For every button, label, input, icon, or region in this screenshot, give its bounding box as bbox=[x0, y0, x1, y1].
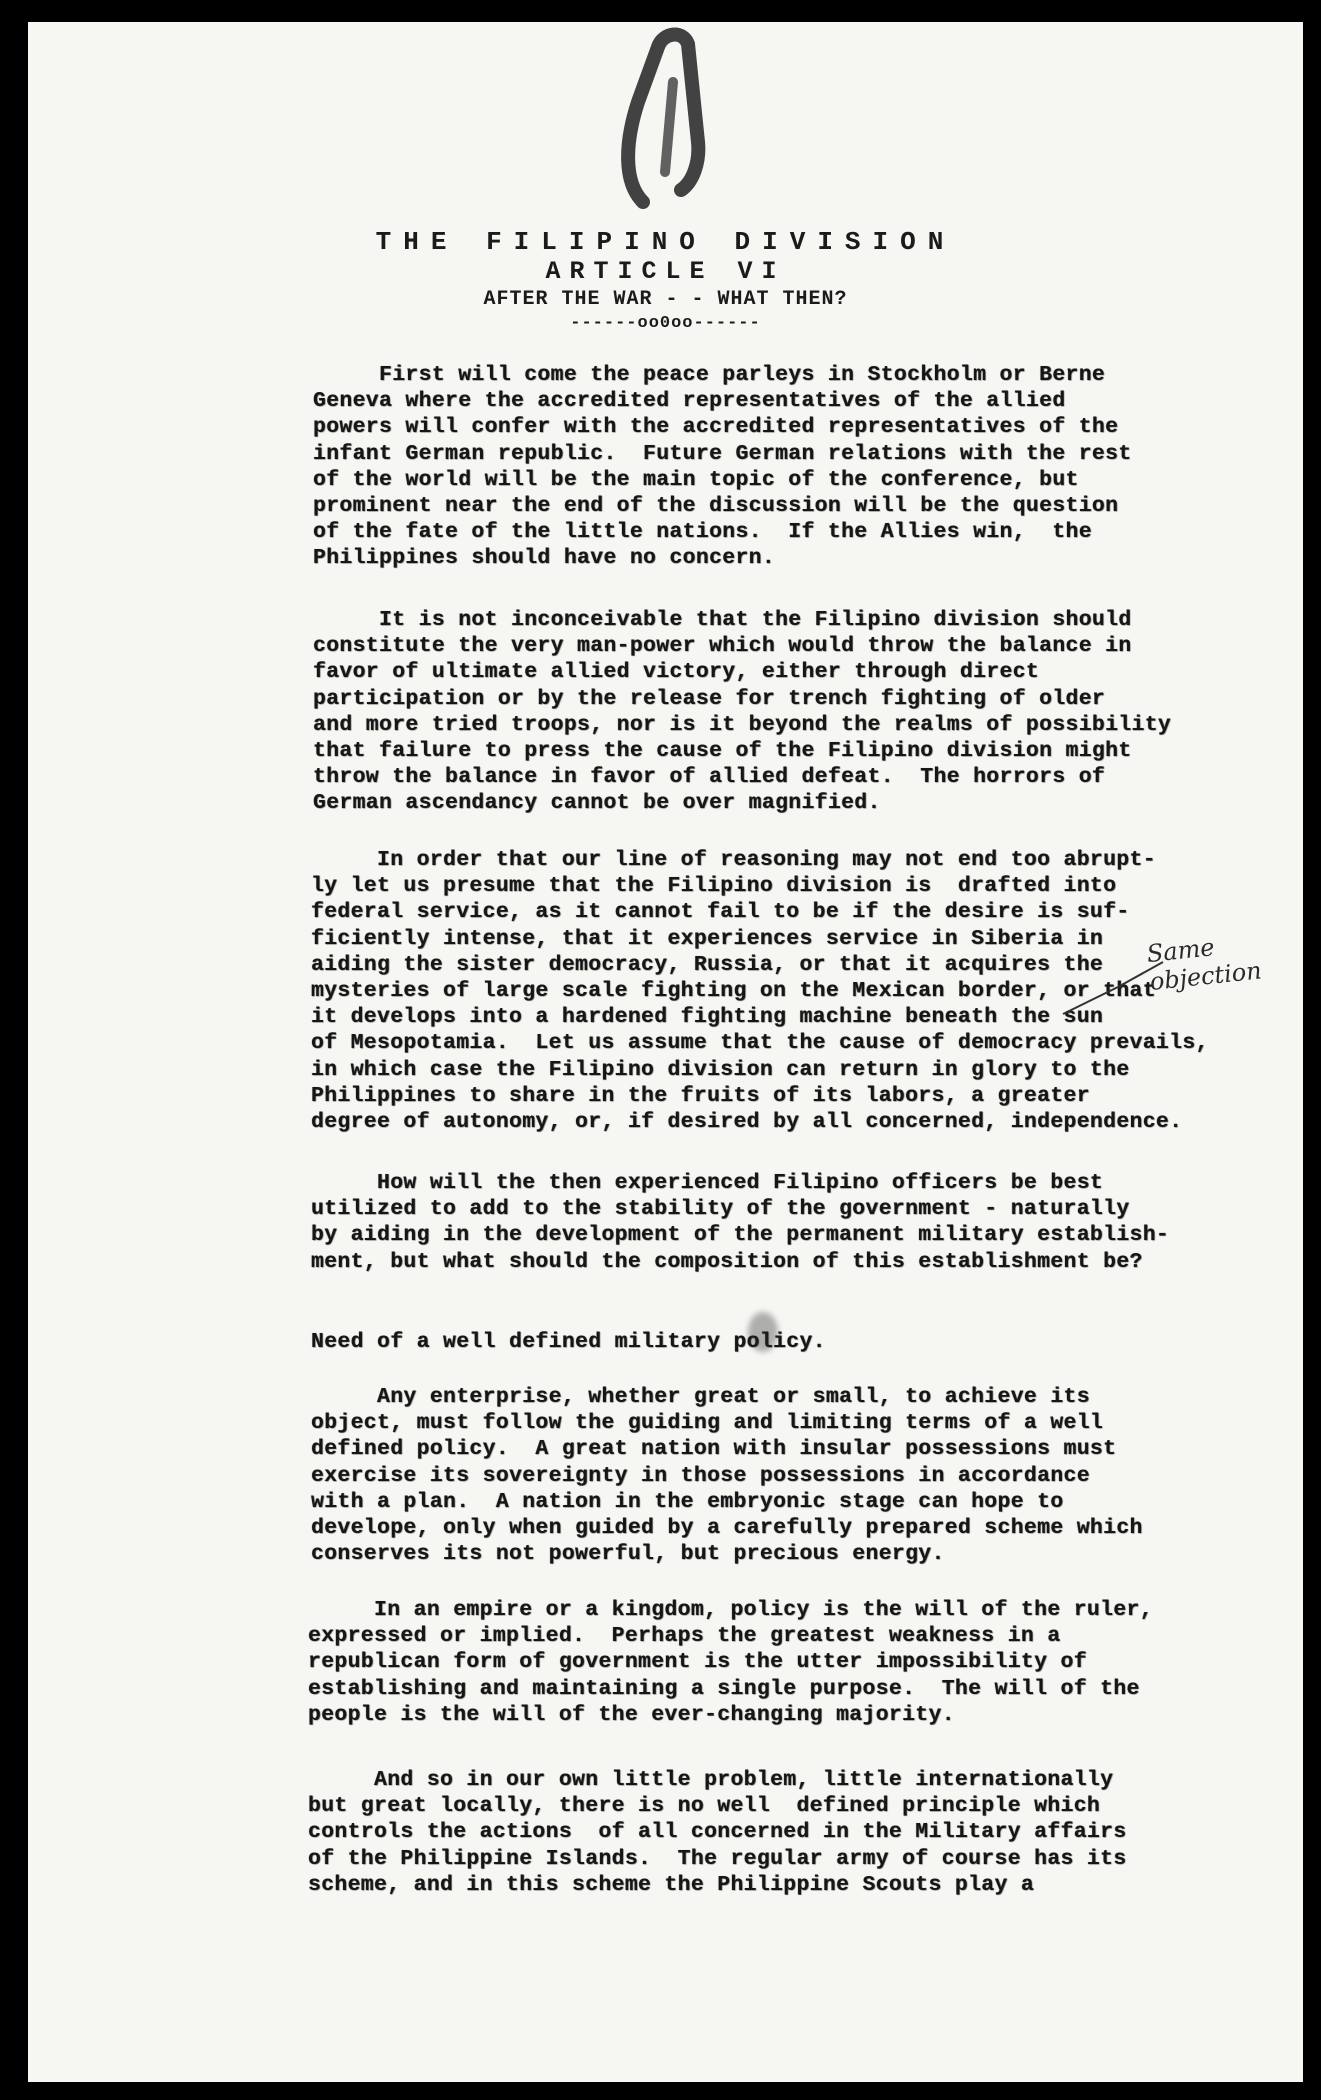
paragraph-peace-parleys: First will come the peace parleys in Stockholm or Berne Geneva where the accredited representatives of the allied powers will confer with the accredited representatives of the infant German republic. Future German relations with the rest of the world will be the main topic of the conference, but prominent near the end of the discussion will be the question of the fate of the little nations. If the Allies win, the Philippines should have no concern. bbox=[313, 363, 1132, 571]
ink-smudge bbox=[748, 1312, 778, 1352]
paragraph-enterprise: Any enterprise, whether great or small, to achieve its object, must follow the guiding and limiting terms of a well defined policy. A great nation with insular possessions must exercise its sovereignty in those possessions in accordance with a plan. A nation in the embryonic stage can hope to develope, only when guided by a carefully prepared scheme which conserves its not powerful, but precious energy. bbox=[311, 1385, 1143, 1567]
paragraph-federal-service: In order that our line of reasoning may not end too abrupt- ly let us presume that the Filipino division is drafted into federal service, as it cannot fail to be if the desire is suf- ficiently intense, that it experiences service in Siberia in aiding the sister democracy, Russia, or that it acquires the mysteries of large scale fighting on the Mexican border, or that it develops into a hardened fighting machine beneath the sun of Mesopotamia. Let us assume that the cause of democracy prevails, in which case the Filipino division can return in glory to the Philippines to share in the fruits of its labors, a greater degree of autonomy, or, if desired by all concerned, independence. bbox=[311, 848, 1209, 1135]
article-number: ARTICLE VI bbox=[545, 257, 786, 286]
document-page bbox=[28, 22, 1303, 2082]
paragraph-empire: In an empire or a kingdom, policy is the will of the ruler, expressed or implied. Perhaps the greatest weakness in a republican form of government is the utter impossibility of establishing and maintaining a single purpose. The will of the people is the will of the ever-changing majority. bbox=[308, 1598, 1153, 1727]
article-subtitle: AFTER THE WAR - - WHAT THEN? bbox=[483, 288, 848, 311]
paragraph-filipino-officers: How will the then experienced Filipino officers be best utilized to add to the stability of the government - naturally by aiding in the development of the permanent military establish- ment, but what should the composition of this establishment be? bbox=[311, 1171, 1170, 1274]
paragraph-little-problem: And so in our own little problem, little internationally but great locally, there is no well defined principle which controls the actions of all concerned in the Military affairs of the Philippine Islands. The regular army of course has its scheme, and in this scheme the Philippine Scouts play a bbox=[308, 1768, 1127, 1897]
paragraph-man-power: It is not inconceivable that the Filipino division should constitute the very man-power which would throw the balance in favor of ultimate allied victory, either through direct participation or by the release for trench fighting of older and more tried troops, nor is it beyond the realms of possibility that failure to press the cause of the Filipino division might throw the balance in favor of allied defeat. The horrors of German ascendancy cannot be over magnified. bbox=[313, 608, 1172, 816]
series-title: THE FILIPINO DIVISION bbox=[375, 227, 956, 257]
paper-clip-icon bbox=[603, 22, 723, 232]
section-heading-military-policy: Need of a well defined military policy. bbox=[311, 1330, 826, 1354]
separator: ------oo0oo------ bbox=[570, 314, 761, 333]
margin-note: Same objection bbox=[1145, 933, 1263, 996]
